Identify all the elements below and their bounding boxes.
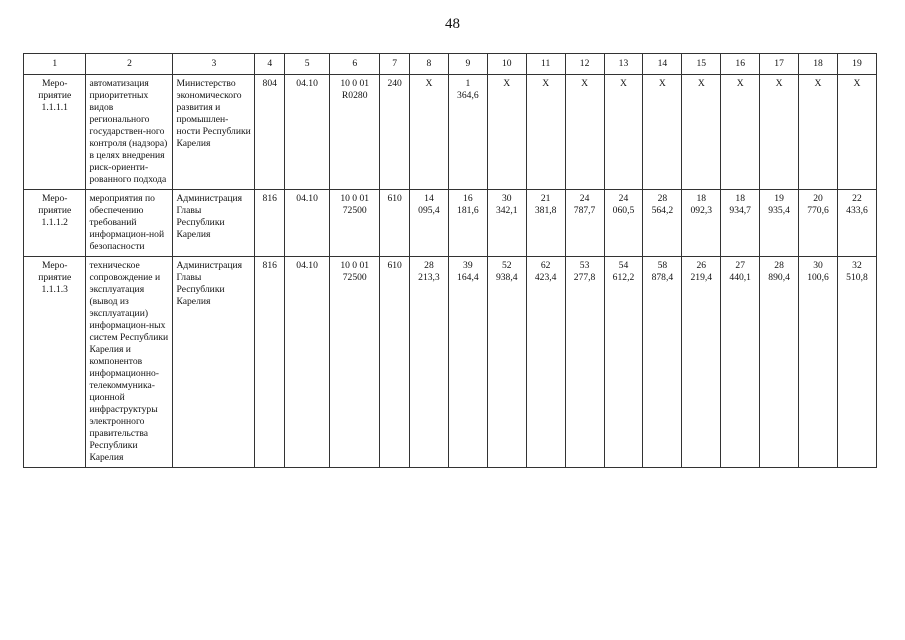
column-header: 12 bbox=[565, 54, 604, 75]
column-header: 11 bbox=[526, 54, 565, 75]
value-cell: 39 164,4 bbox=[448, 257, 487, 468]
value-cell: X bbox=[682, 75, 721, 190]
value-cell: 1 364,6 bbox=[448, 75, 487, 190]
csr-cell: 10 0 01 72500 bbox=[330, 257, 380, 468]
name-cell: автоматизация приоритетных видов регионального государствен-ного контроля (надзора) в целях внедрения риск-ориенти-рованного подхода bbox=[86, 75, 173, 190]
value-cell: 53 277,8 bbox=[565, 257, 604, 468]
column-header: 6 bbox=[330, 54, 380, 75]
column-header: 3 bbox=[173, 54, 255, 75]
grbs-cell: 816 bbox=[255, 190, 285, 257]
event-cell: Меро- приятие 1.1.1.1 bbox=[24, 75, 86, 190]
value-cell: 28 213,3 bbox=[409, 257, 448, 468]
column-header: 14 bbox=[643, 54, 682, 75]
value-cell: 16 181,6 bbox=[448, 190, 487, 257]
column-header: 4 bbox=[255, 54, 285, 75]
name-cell: техническое сопровождение и эксплуатация (вывод из эксплуатации) информацион-ных систем Республики Карелия и компонентов информационно-телекоммуника-ционной инфраструктуры электронного правительства Республики Карелия bbox=[86, 257, 173, 468]
value-cell: 30 100,6 bbox=[799, 257, 838, 468]
column-header: 2 bbox=[86, 54, 173, 75]
value-cell: X bbox=[799, 75, 838, 190]
value-cell: 28 890,4 bbox=[760, 257, 799, 468]
column-header: 8 bbox=[409, 54, 448, 75]
value-cell: X bbox=[604, 75, 643, 190]
value-cell: 22 433,6 bbox=[837, 190, 876, 257]
value-cell: X bbox=[760, 75, 799, 190]
value-cell: 28 564,2 bbox=[643, 190, 682, 257]
column-header: 5 bbox=[285, 54, 330, 75]
table-row bbox=[24, 75, 877, 190]
value-cell: 24 787,7 bbox=[565, 190, 604, 257]
rzpr-cell: 04.10 bbox=[285, 190, 330, 257]
value-cell: 62 423,4 bbox=[526, 257, 565, 468]
grbs-cell: 816 bbox=[255, 257, 285, 468]
vr-cell: 610 bbox=[380, 190, 410, 257]
page-number: 48 bbox=[445, 16, 460, 32]
value-cell: X bbox=[565, 75, 604, 190]
executor-cell: Министерство экономического развития и промышлен-ности Республики Карелия bbox=[173, 75, 255, 190]
value-cell: 52 938,4 bbox=[487, 257, 526, 468]
value-cell: 24 060,5 bbox=[604, 190, 643, 257]
value-cell: 26 219,4 bbox=[682, 257, 721, 468]
value-cell: 32 510,8 bbox=[837, 257, 876, 468]
value-cell: 18 934,7 bbox=[721, 190, 760, 257]
column-header: 18 bbox=[799, 54, 838, 75]
value-cell: X bbox=[526, 75, 565, 190]
vr-cell: 610 bbox=[380, 257, 410, 468]
value-cell: 21 381,8 bbox=[526, 190, 565, 257]
table-row bbox=[24, 190, 877, 257]
value-cell: 30 342,1 bbox=[487, 190, 526, 257]
value-cell: X bbox=[643, 75, 682, 190]
value-cell: X bbox=[837, 75, 876, 190]
executor-cell: Администрация Главы Республики Карелия bbox=[173, 257, 255, 468]
column-header: 10 bbox=[487, 54, 526, 75]
column-header: 7 bbox=[380, 54, 410, 75]
name-cell: мероприятия по обеспечению требований информацион-ной безопасности bbox=[86, 190, 173, 257]
csr-cell: 10 0 01 72500 bbox=[330, 190, 380, 257]
table-body bbox=[24, 75, 877, 468]
rzpr-cell: 04.10 bbox=[285, 257, 330, 468]
vr-cell: 240 bbox=[380, 75, 410, 190]
column-header: 13 bbox=[604, 54, 643, 75]
column-header: 19 bbox=[837, 54, 876, 75]
value-cell: 18 092,3 bbox=[682, 190, 721, 257]
value-cell: X bbox=[409, 75, 448, 190]
column-header: 1 bbox=[24, 54, 86, 75]
value-cell: X bbox=[721, 75, 760, 190]
event-cell: Меро- приятие 1.1.1.3 bbox=[24, 257, 86, 468]
value-cell: 27 440,1 bbox=[721, 257, 760, 468]
executor-cell: Администрация Главы Республики Карелия bbox=[173, 190, 255, 257]
budget-table bbox=[23, 53, 877, 468]
table-row bbox=[24, 257, 877, 468]
column-header: 16 bbox=[721, 54, 760, 75]
event-cell: Меро- приятие 1.1.1.2 bbox=[24, 190, 86, 257]
value-cell: X bbox=[487, 75, 526, 190]
value-cell: 58 878,4 bbox=[643, 257, 682, 468]
value-cell: 54 612,2 bbox=[604, 257, 643, 468]
rzpr-cell: 04.10 bbox=[285, 75, 330, 190]
header-row bbox=[24, 54, 877, 75]
column-header: 15 bbox=[682, 54, 721, 75]
column-header: 17 bbox=[760, 54, 799, 75]
value-cell: 14 095,4 bbox=[409, 190, 448, 257]
value-cell: 20 770,6 bbox=[799, 190, 838, 257]
column-header: 9 bbox=[448, 54, 487, 75]
csr-cell: 10 0 01 R0280 bbox=[330, 75, 380, 190]
grbs-cell: 804 bbox=[255, 75, 285, 190]
value-cell: 19 935,4 bbox=[760, 190, 799, 257]
